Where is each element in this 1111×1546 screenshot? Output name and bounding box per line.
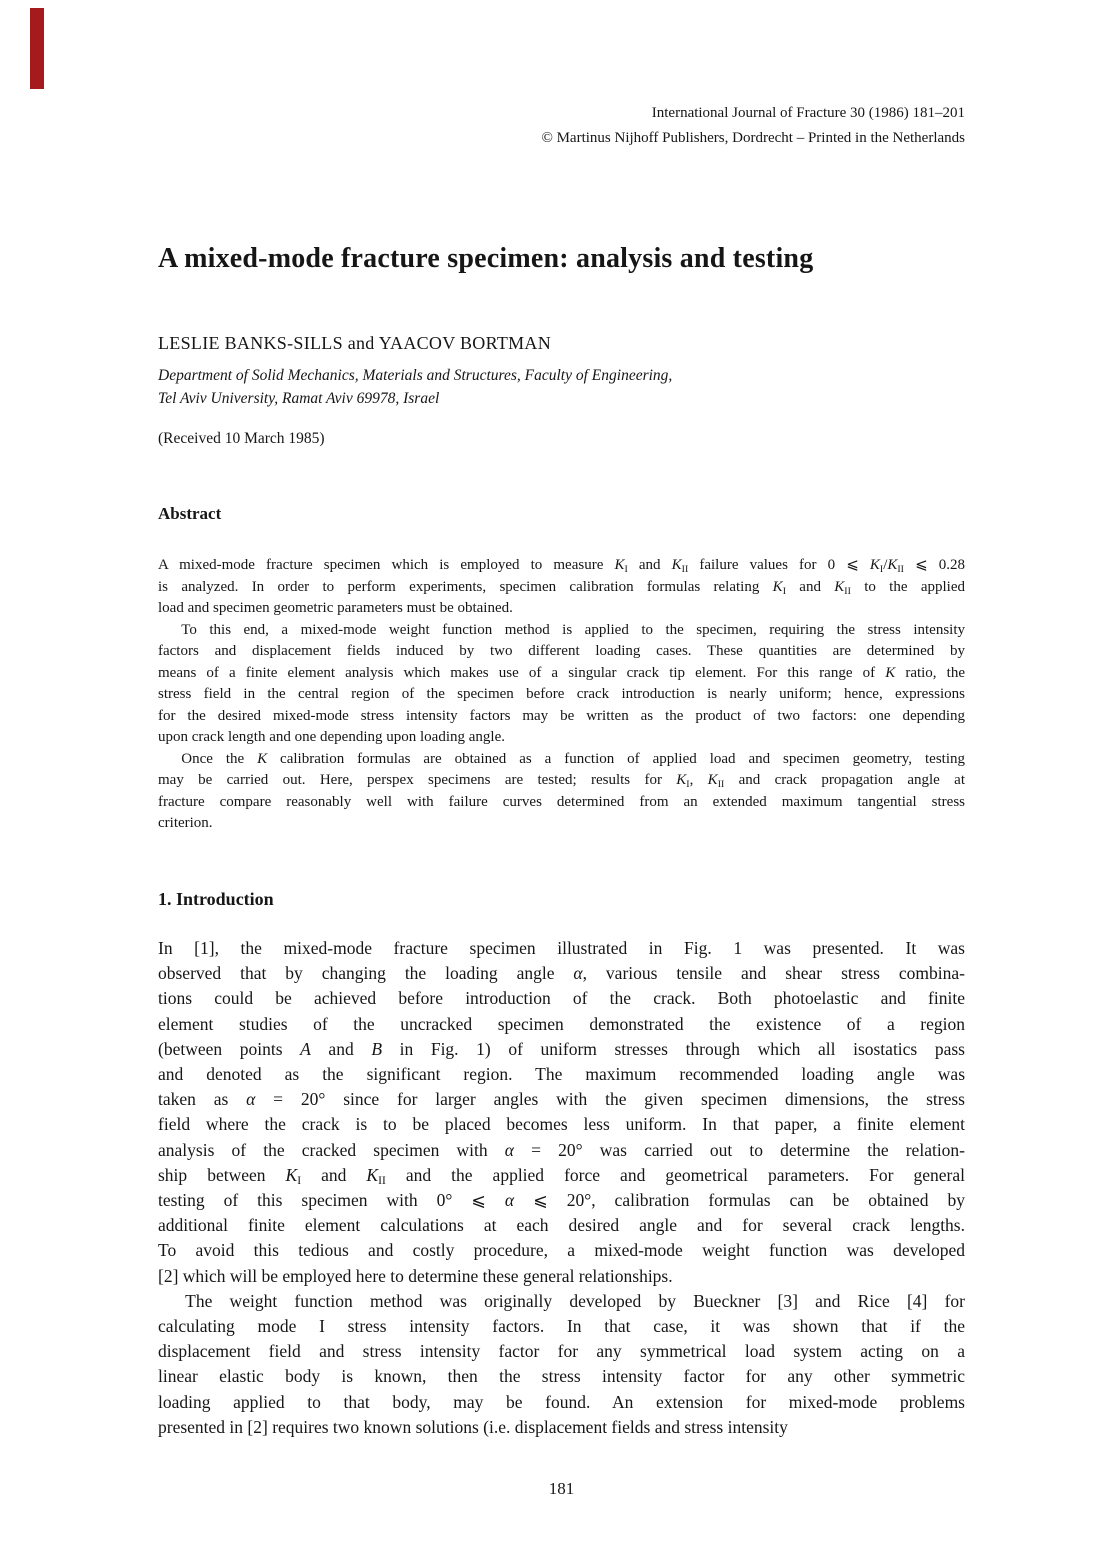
affiliation-line: Department of Solid Mechanics, Materials and Structures, Faculty of Engineering, — [158, 367, 673, 384]
journal-citation: International Journal of Fracture 30 (1986) 181–201 — [651, 105, 965, 121]
abstract-paragraph: A mixed-mode fracture specimen which is employed to measure $K_I$ and $K_{II}$ failure values for 0 ⩽ $K_I/K_{II}$ ⩽ 0.28 is analyzed. In order to perform experiments, specimen calibration formulas relating $K_I$ and $K_{II}$ to the applied load and specimen geometric parameters must be obtained. — [158, 557, 965, 616]
abstract-body — [158, 555, 965, 835]
abstract-paragraph: To this end, a mixed-mode weight function method is applied to the specimen, requiring the stress intensity factors and displacement fields induced by two different loading cases. These quantities are determined by means of a finite element analysis which makes use of a singular crack tip element. For this range of K ratio, the stress field in the central region of the specimen before crack introduction is nearly uniform; hence, expressions for the desired mixed-mode stress intensity factors may be written as the product of two factors: one depending upon crack length and one depending upon loading angle. — [158, 621, 965, 745]
page-number: 181 — [548, 1479, 575, 1498]
paper-title: A mixed-mode fracture specimen: analysis and testing — [158, 243, 814, 274]
scan-artifact-red-bar — [30, 8, 44, 89]
affiliation-line: Tel Aviv University, Ramat Aviv 69978, Israel — [158, 389, 440, 407]
authors: LESLIE BANKS-SILLS and YAACOV BORTMAN — [158, 333, 552, 353]
abstract-paragraph: Once the K calibration formulas are obtained as a function of applied load and specimen geometry, testing may be carried out. Here, perspex specimens are tested; results for $K_I$, $K_{II}$ and crack propagation angle at fracture compare reasonably well with failure curves determined from an extended maximum tangential stress criterion. — [158, 750, 965, 831]
journal-header — [541, 101, 965, 151]
section-heading-introduction: 1. Introduction — [158, 889, 274, 909]
introduction-paragraph: In [1], the mixed-mode fracture specimen illustrated in Fig. 1 was presented. It was observed that by changing the loading angle α, various tensile and shear stress combina- tions could be achieved before introduction of the crack. Both photoelastic and finite element studies of the uncracked specimen demonstrated the existence of a region (between points A and B in Fig. 1) of uniform stresses through which all isostatics pass and denoted as the significant region. The maximum recommended loading angle was taken as α = 20° since for larger angles with the given specimen dimensions, the stress field where the crack is to be placed becomes less uniform. In that paper, a finite element analysis of the cracked specimen with α = 20° was carried out to determine the relation- ship between $K_I$ and $K_{II}$ and the applied force and geometrical parameters. For general testing of this specimen with 0° ⩽ α ⩽ 20°, calibration formulas can be obtained by additional finite element calculations at each desired angle and for several crack lengths. To avoid this tedious and costly procedure, a mixed-mode weight function was developed [2] which will be employed here to determine these general relationships. — [158, 938, 966, 1286]
affiliation — [158, 365, 965, 410]
abstract-heading: Abstract — [158, 504, 222, 523]
journal-copyright: © Martinus Nijhoff Publishers, Dordrecht – Printed in the Netherlands — [541, 130, 965, 146]
introduction-body — [158, 936, 965, 1440]
introduction-paragraph: The weight function method was originally developed by Bueckner [3] and Rice [4] for calculating mode I stress intensity factors. In that case, it was shown that if the displacement field and stress intensity factor for any symmetrical load system acting on a linear elastic body is known, then the stress intensity factor for any other symmetric loading applied to that body, may be found. An extension for mixed-mode problems presented in [2] requires two known solutions (i.e. displacement fields and stress intensity — [158, 1290, 965, 1437]
received-date: (Received 10 March 1985) — [158, 430, 325, 447]
